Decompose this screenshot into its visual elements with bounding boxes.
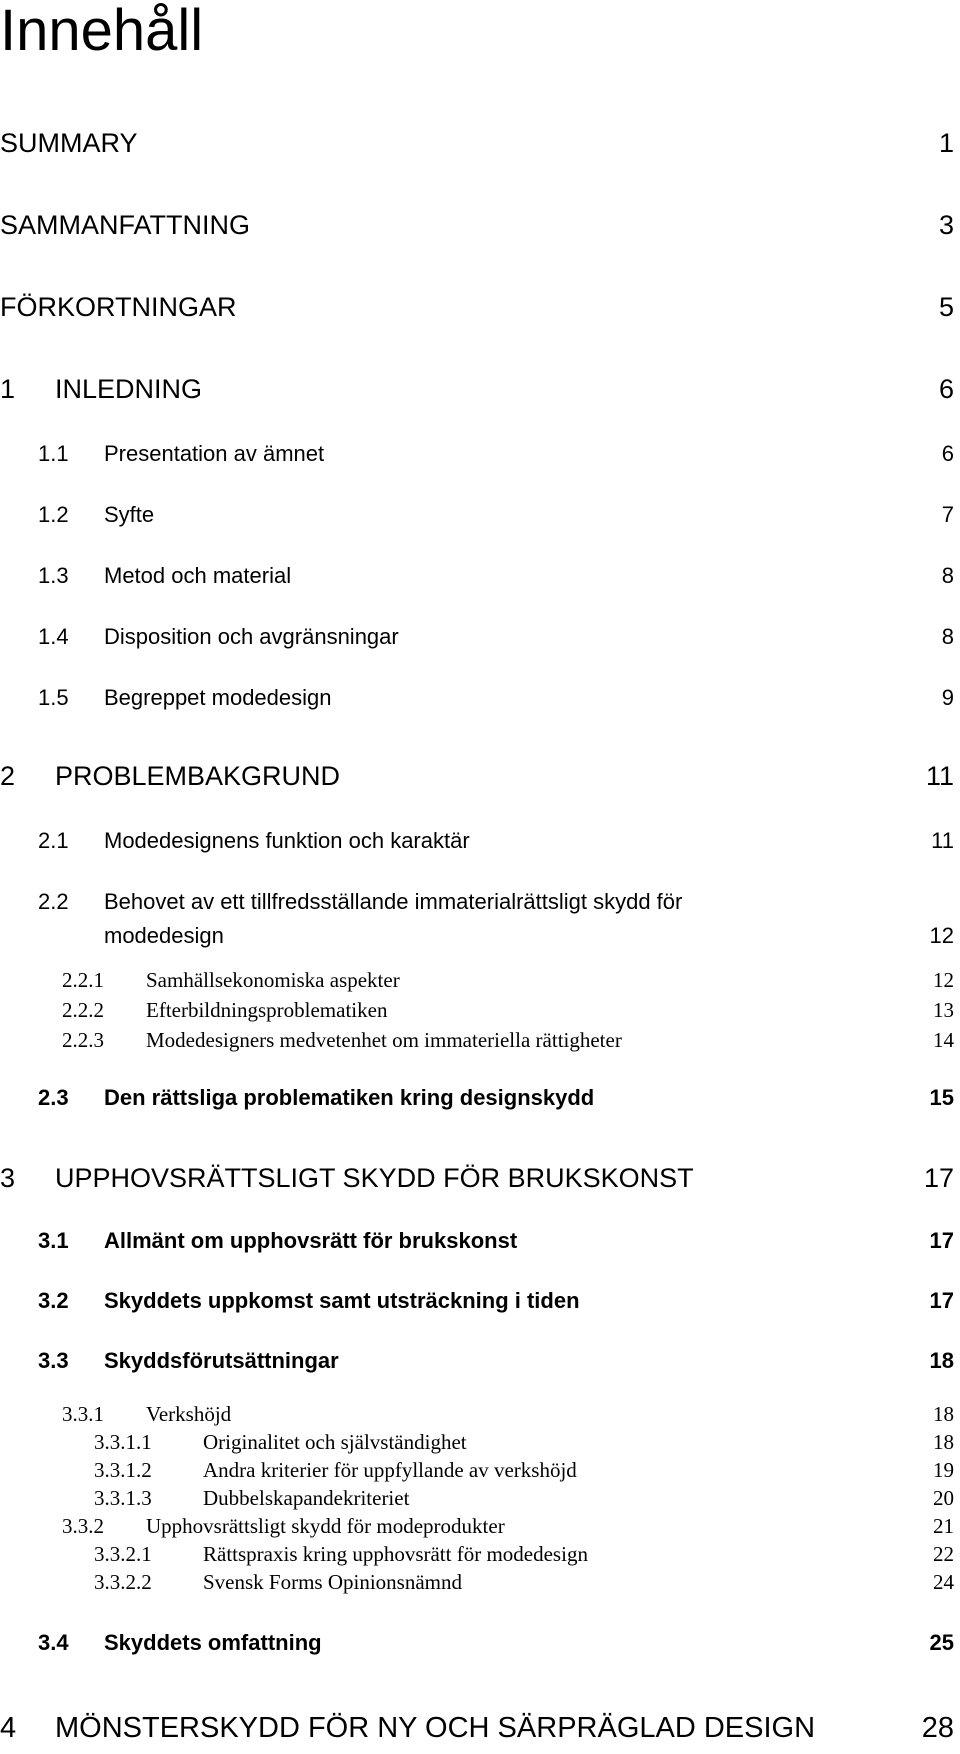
toc-entry-1-5[interactable]	[0, 687, 960, 727]
toc-entry-label: Begreppet modedesign	[104, 685, 332, 710]
toc-entry-page: 18	[933, 1402, 954, 1426]
toc-entry-1-1[interactable]	[0, 443, 960, 483]
toc-entry-number: 3.3.2.2	[94, 1570, 152, 1594]
toc-entry-label: Dubbelskapandekriteriet	[203, 1486, 410, 1510]
toc-entry-page: 14	[933, 1028, 954, 1052]
toc-entry-page: 18	[933, 1430, 954, 1454]
toc-entry-number: 1.1	[38, 441, 69, 466]
toc-entry-3-2[interactable]	[0, 1290, 960, 1330]
toc-entry-page: 7	[941, 502, 954, 527]
toc-entry-label: Metod och material	[104, 563, 292, 588]
toc-entry-3-3-1[interactable]	[0, 1404, 960, 1430]
toc-entry-forkortningar[interactable]	[0, 294, 960, 334]
toc-entry-number: 3.2	[38, 1288, 69, 1313]
toc-entry-page: 20	[933, 1486, 954, 1510]
toc-entry-3-1[interactable]	[0, 1230, 960, 1270]
toc-entry-3-3-2-2[interactable]	[0, 1572, 960, 1598]
toc-entry-2-3[interactable]	[0, 1087, 960, 1127]
toc-entry-4[interactable]	[0, 1714, 960, 1754]
toc-entry-page: 17	[929, 1228, 954, 1253]
toc-entry-label: Syfte	[104, 502, 155, 527]
toc-entry-3-3-1-1[interactable]	[0, 1432, 960, 1458]
toc-entry-page: 25	[929, 1630, 954, 1655]
toc-entry-2[interactable]	[0, 763, 960, 803]
toc-entry-label: Efterbildningsproblematiken	[146, 998, 388, 1022]
toc-entry-number: 1.4	[38, 624, 69, 649]
toc-entry-number: 2.1	[38, 828, 69, 853]
toc-entry-label: Skyddets omfattning	[104, 1630, 322, 1655]
toc-entry-3-4[interactable]	[0, 1632, 960, 1672]
toc-entry-page: 13	[933, 998, 954, 1022]
toc-entry-number: 3.4	[38, 1630, 69, 1655]
toc-entry-label: Svensk Forms Opinionsnämnd	[203, 1570, 463, 1594]
toc-entry-label: Samhällsekonomiska aspekter	[146, 968, 400, 992]
toc-entry-3-3[interactable]	[0, 1350, 960, 1390]
toc-entry-label: Disposition och avgränsningar	[104, 624, 399, 649]
toc-entry-label: Modedesigners medvetenhet om immateriella rättigheter	[146, 1028, 622, 1052]
toc-entry-page: 6	[941, 441, 954, 466]
toc-entry-number: 3.3.1.1	[94, 1430, 152, 1454]
toc-entry-2-2-3[interactable]	[0, 1030, 960, 1056]
toc-entry-label: Rättspraxis kring upphovsrätt för modedesign	[203, 1542, 588, 1566]
toc-entry-label: Modedesignens funktion och karaktär	[104, 828, 470, 853]
toc-entry-label-line2: modedesign	[104, 923, 224, 948]
toc-entry-number: 3.1	[38, 1228, 69, 1253]
toc-entry-number: 1.5	[38, 685, 69, 710]
toc-entry-label: UPPHOVSRÄTTSLIGT SKYDD FÖR BRUKSKONST	[55, 1163, 694, 1193]
toc-entry-label: MÖNSTERSKYDD FÖR NY OCH SÄRPRÄGLAD DESIGN	[55, 1712, 816, 1744]
toc-entry-label: FÖRKORTNINGAR	[0, 292, 237, 322]
toc-entry-page: 21	[933, 1514, 954, 1538]
toc-entry-1-3[interactable]	[0, 565, 960, 605]
toc-entry-page: 8	[941, 624, 954, 649]
toc-entry-page: 11	[931, 828, 954, 853]
toc-entry-sammanfattning[interactable]	[0, 212, 960, 252]
toc-entry-2-2-2[interactable]	[0, 1000, 960, 1026]
toc-entry-page: 1	[938, 128, 954, 158]
toc-entry-label: Behovet av ett tillfredsställande immaterialrättsligt skydd för	[104, 889, 683, 914]
toc-entry-number: 2.2.2	[62, 998, 104, 1022]
toc-entry-label: Verkshöjd	[146, 1402, 232, 1426]
toc-entry-page: 17	[929, 1288, 954, 1313]
toc-entry-page: 15	[929, 1085, 954, 1110]
toc-entry-number: 2.2.1	[62, 968, 104, 992]
toc-entry-label: SUMMARY	[0, 128, 138, 158]
toc-entry-page: 12	[929, 923, 954, 948]
toc-entry-label: Allmänt om upphovsrätt för brukskonst	[104, 1228, 518, 1253]
toc-entry-page: 19	[933, 1458, 954, 1482]
toc-entry-page: 6	[938, 374, 954, 404]
toc-entry-page: 9	[941, 685, 954, 710]
toc-entry-number: 2.3	[38, 1085, 69, 1110]
toc-entry-1-2[interactable]	[0, 504, 960, 544]
toc-entry-page: 11	[925, 761, 954, 791]
toc-entry-2-1[interactable]	[0, 830, 960, 870]
toc-entry-label: Upphovsrättsligt skydd för modeprodukter	[146, 1514, 505, 1538]
toc-entry-label: SAMMANFATTNING	[0, 210, 251, 240]
toc-entry-3-3-2-1[interactable]	[0, 1544, 960, 1570]
toc-entry-number: 3.3.2.1	[94, 1542, 152, 1566]
toc-entry-page: 18	[929, 1348, 954, 1373]
toc-entry-3-3-1-2[interactable]	[0, 1460, 960, 1486]
toc-entry-number: 1	[0, 374, 16, 404]
toc-entry-number: 2.2.3	[62, 1028, 104, 1052]
toc-entry-page: 22	[933, 1542, 954, 1566]
toc-entry-page: 24	[933, 1570, 954, 1594]
toc-entry-page: 3	[938, 210, 954, 240]
toc-entry-label: Skyddets uppkomst samt utsträckning i tiden	[104, 1288, 580, 1313]
toc-entry-page: 17	[923, 1163, 954, 1193]
toc-entry-number: 3.3.1.3	[94, 1486, 152, 1510]
toc-entry-label: Den rättsliga problematiken kring designskydd	[104, 1085, 595, 1110]
toc-entry-number: 3.3.1.2	[94, 1458, 152, 1482]
toc-entry-label: Skyddsförutsättningar	[104, 1348, 339, 1373]
toc-entry-3-3-1-3[interactable]	[0, 1488, 960, 1514]
toc-entry-number: 2.2	[38, 889, 69, 914]
toc-entry-2-2[interactable]	[0, 891, 960, 966]
toc-entry-2-2-1[interactable]	[0, 970, 960, 996]
toc-entry-page: 28	[921, 1712, 954, 1744]
toc-entry-3-3-2[interactable]	[0, 1516, 960, 1542]
toc-entry-label: Andra kriterier för uppfyllande av verkshöjd	[203, 1458, 577, 1482]
toc-entry-label: PROBLEMBAKGRUND	[55, 761, 341, 791]
toc-entry-label: Presentation av ämnet	[104, 441, 325, 466]
toc-entry-page: 12	[933, 968, 954, 992]
toc-entry-number: 3	[0, 1163, 16, 1193]
toc-entry-1-4[interactable]	[0, 626, 960, 666]
toc-entry-label: INLEDNING	[55, 374, 203, 404]
toc-entry-page: 8	[941, 563, 954, 588]
toc-entry-number: 3.3.1	[62, 1402, 104, 1426]
toc-entry-number: 2	[0, 761, 16, 791]
toc-entry-number: 1.2	[38, 502, 69, 527]
toc-entry-3[interactable]	[0, 1165, 960, 1205]
toc-entry-summary[interactable]	[0, 130, 960, 170]
toc-entry-1[interactable]	[0, 376, 960, 416]
toc-entry-number: 1.3	[38, 563, 69, 588]
toc-entry-number: 4	[0, 1712, 17, 1744]
toc-entry-number: 3.3	[38, 1348, 69, 1373]
toc-entry-page: 5	[938, 292, 954, 322]
toc-entry-number: 3.3.2	[62, 1514, 104, 1538]
toc-entry-label: Originalitet och självständighet	[203, 1430, 467, 1454]
page-title: Innehåll	[0, 0, 204, 63]
